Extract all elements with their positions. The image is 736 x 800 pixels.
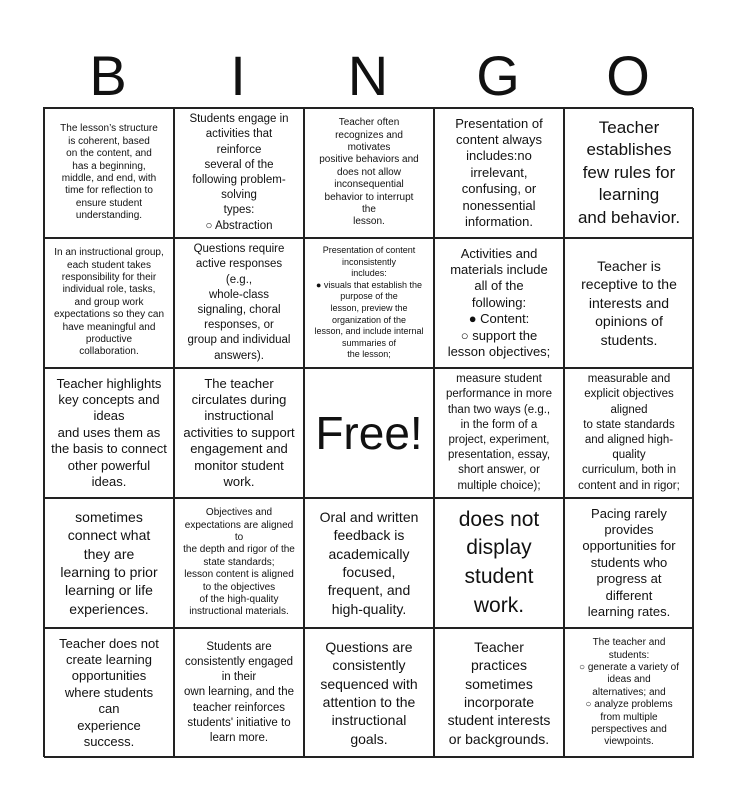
cell-text: measure student performance in more than two ways (e.g., in the form of a project, experiment, presentation, essay, short answer, or multiple choice); [445,373,553,492]
header-letter-b: B [89,44,127,107]
cell-text: Teacher often recognizes and motivates positive behaviors and does not allow inconsequential behavior to interrupt the lesson. [319,117,419,228]
cell-text: measurable and explicit objectives aligned to state standards and aligned high- quality curriculum, both in content and in rigor; [578,373,680,492]
cell-text: Teacher practices sometimes incorporate student interests or backgrounds. [447,638,551,747]
bingo-cell-b2[interactable] [44,238,174,368]
bingo-cell-i5[interactable] [174,628,304,758]
cell-text: The teacher and students: ○ generate a variety of ideas and alternatives; and ○ analyze problems from multiple perspectives and viewpoints. [579,637,679,748]
bingo-cell-i2[interactable] [174,238,304,368]
cell-text: Students engage in activities that reinforce several of the following problem- solving types: ○ Abstraction [189,113,289,232]
bingo-cell-g2[interactable] [434,238,564,368]
cell-text: Teacher establishes few rules for learning and behavior. [577,117,681,227]
bingo-cell-o3[interactable] [564,368,694,498]
bingo-cell-i1[interactable] [174,108,304,238]
bingo-cell-g5[interactable] [434,628,564,758]
cell-text: does not display student work. [458,507,540,617]
header-letter-i: I [230,44,246,107]
cell-text: Questions require active responses (e.g., whole-class signaling, choral responses, or group and individual answers). [187,243,291,362]
cell-text: The teacher circulates during instructional activities to support engagement and monitor student work. [183,375,295,490]
bingo-cell-i4[interactable] [174,498,304,628]
bingo-cell-n5[interactable] [304,628,434,758]
bingo-cell-g1[interactable] [434,108,564,238]
bingo-cell-g4[interactable] [434,498,564,628]
bingo-cell-o2[interactable] [564,238,694,368]
header-letter-g: G [476,44,520,107]
cell-text: Teacher highlights key concepts and ideas and uses them as the basis to connect other powerful ideas. [51,375,167,490]
bingo-cell-o4[interactable] [564,498,694,628]
bingo-cell-n2[interactable] [304,238,434,368]
bingo-card [43,107,693,757]
cell-text: sometimes connect what they are learning to prior learning or life experiences. [60,508,158,617]
free-space-label: Free! [315,407,423,459]
header-letter-n: N [347,44,389,107]
cell-text: Activities and materials include all of the following: ● Content: ○ support the lesson objectives; [447,245,551,360]
bingo-cell-n1[interactable] [304,108,434,238]
bingo-cell-b5[interactable] [44,628,174,758]
bingo-cell-o5[interactable] [564,628,694,758]
cell-text: Presentation of content inconsistently includes: ● visuals that establish the purpose of the lesson, preview the organization of the lesson, and include internal summaries of the lesson; [314,245,424,360]
header-letter-o: O [606,44,650,107]
bingo-header [43,44,693,108]
bingo-cell-n4[interactable] [304,498,434,628]
cell-text: Pacing rarely provides opportunities for students who progress at different learning rates. [582,505,676,620]
cell-text: Students are consistently engaged in their own learning, and the teacher reinforces students' initiative to learn more. [184,640,294,744]
bingo-cell-b1[interactable] [44,108,174,238]
cell-text: Objectives and expectations are aligned to the depth and rigor of the state standards; lesson content is aligned to the objectives of the high-quality instructional materials. [183,507,295,618]
cell-text: Presentation of content always includes:no irrelevant, confusing, or nonessential information. [455,115,543,230]
bingo-cell-i3[interactable] [174,368,304,498]
bingo-cell-b3[interactable] [44,368,174,498]
cell-text: In an instructional group, each student takes responsibility for their individual role, tasks, and group work expectations so they can have meaningful and productive collaboration. [53,247,165,358]
cell-text: Teacher is receptive to the interests and opinions of students. [581,257,677,348]
bingo-cell-free[interactable] [304,368,434,498]
cell-text: Oral and written feedback is academically focused, frequent, and high-quality. [319,508,419,617]
bingo-cell-o1[interactable] [564,108,694,238]
bingo-cell-g3[interactable] [434,368,564,498]
cell-text: Questions are consistently sequenced with attention to the instructional goals. [320,638,418,747]
bingo-cell-b4[interactable] [44,498,174,628]
cell-text: Teacher does not create learning opportunities where students can experience success. [59,635,159,750]
cell-text: The lesson’s structure is coherent, based on the content, and has a beginning, middle, and end, with time for reflection to ensure student understanding. [60,123,158,222]
